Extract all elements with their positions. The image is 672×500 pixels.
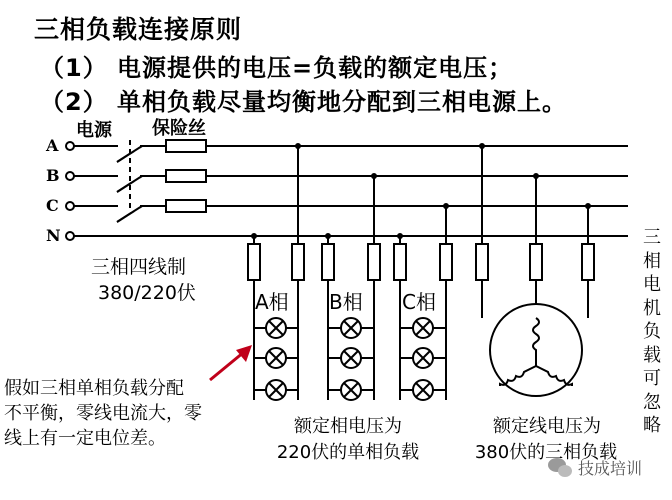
branch-fuse [394,244,406,280]
unbalance-note-line-2: 不平衡，零线电流大，零 [4,403,202,424]
fuse-c [166,200,206,212]
branch-fuse [440,244,452,280]
branch-fuse [582,244,594,280]
fuse-label: 保险丝 [152,118,206,139]
branch-fuse [248,244,260,280]
bus-label-c: C [46,196,59,215]
fuse-b [166,170,206,182]
terminal-n [66,232,74,240]
watermark-text: 技成培训 [578,459,643,478]
single-phase-caption-2: 220伏的单相负载 [276,442,420,463]
phase-label-c: C相 [402,290,436,314]
branch-fuse [530,244,542,280]
bus-label-b: B [46,166,60,185]
branch-fuse [322,244,334,280]
phase-label-a: A相 [255,290,289,314]
branch-fuse [368,244,380,280]
unbalance-arrow [210,345,252,380]
unbalance-note-line-3: 线上有一定电位差。 [4,428,166,449]
single-phase-caption-1: 额定相电压为 [294,416,402,437]
rule-1: （1） 电源提供的电压=负载的额定电压； [40,54,514,82]
bus-label-a: A [46,136,59,155]
terminal-b [66,172,74,180]
phase-label-b: B相 [329,290,363,314]
page-title: 三相负载连接原则 [34,15,243,44]
unbalance-note-line-1: 假如三相单相负载分配 [4,378,184,399]
bus-label-n: N [46,226,61,245]
terminal-c [66,202,74,210]
motor-load-note: 三相电机负载可忽略 [643,227,661,436]
three-phase-caption-2: 380伏的三相负载 [474,442,618,463]
branch-fuse [292,244,304,280]
rule-2: （2） 单相负载尽量均衡地分配到三相电源上。 [40,88,568,116]
three-phase-caption-1: 额定线电压为 [493,416,601,437]
fuse-a [166,140,206,152]
branch-fuse [476,244,488,280]
system-type-label: 三相四线制 [91,256,187,278]
system-voltage-label: 380/220伏 [98,282,196,304]
power-source-label: 电源 [76,120,112,141]
terminal-a [66,142,74,150]
